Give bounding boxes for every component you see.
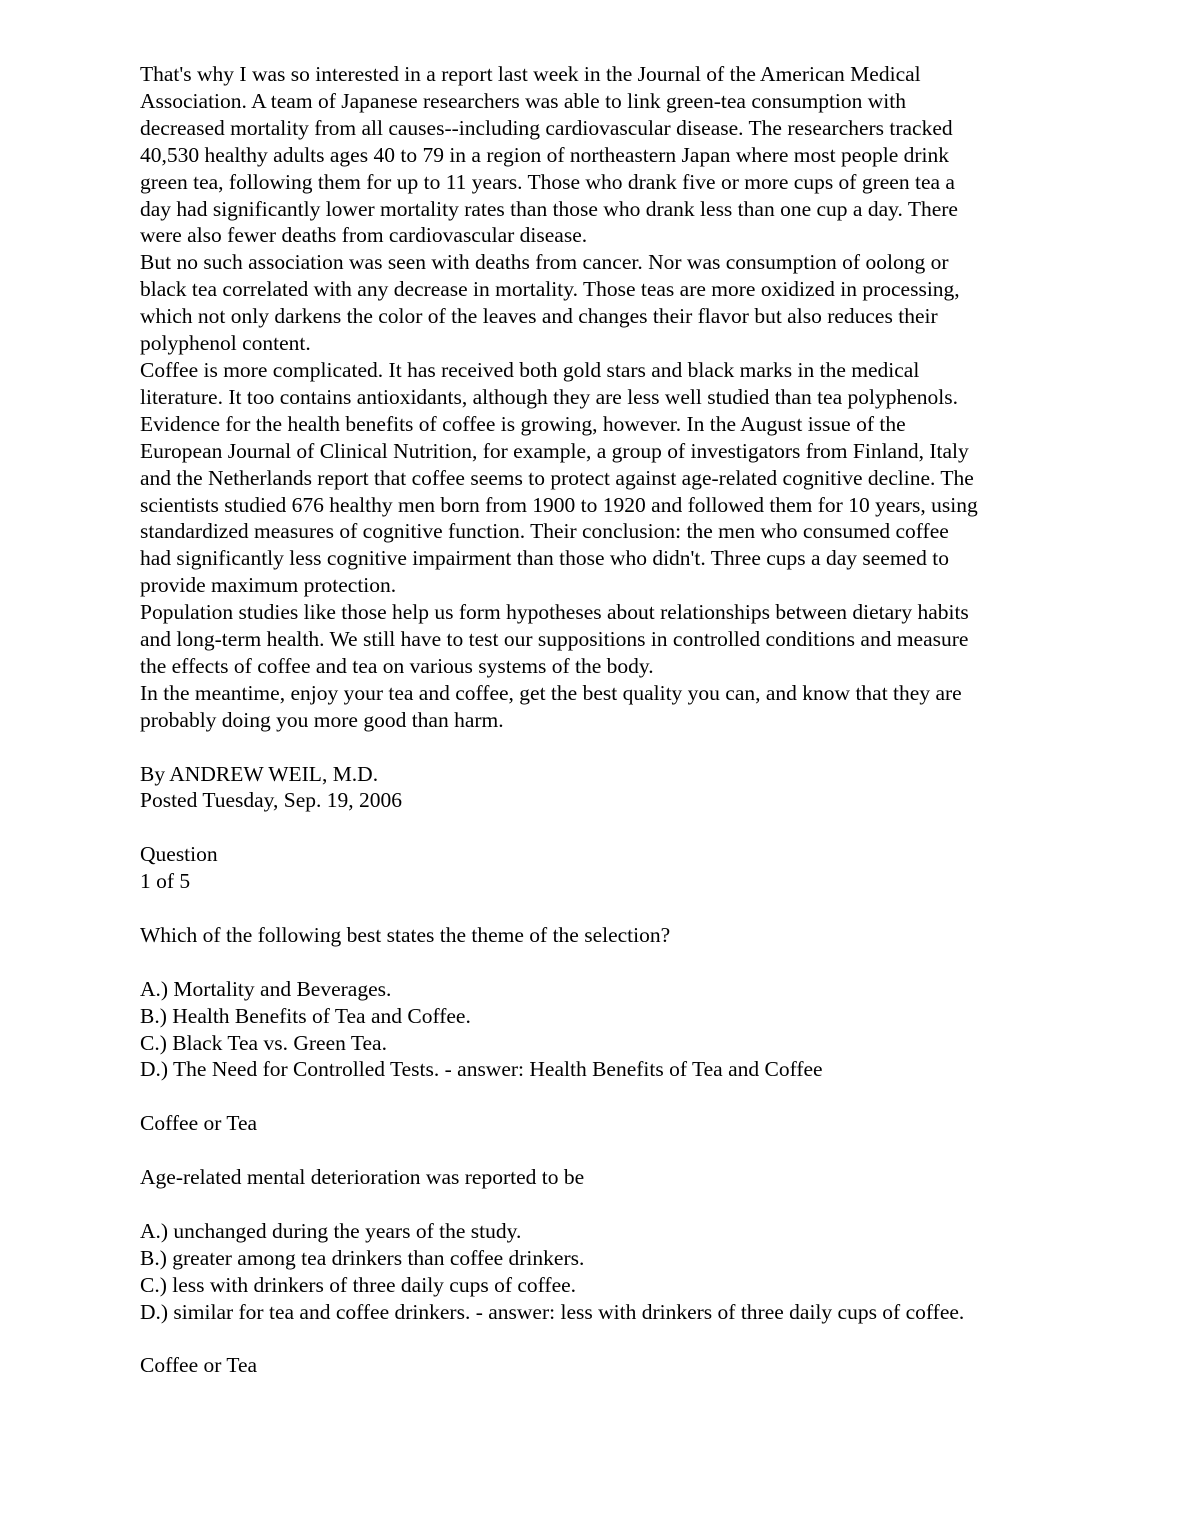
question-prompt: Age-related mental deterioration was reported to be	[140, 1165, 585, 1190]
answer-option: D.) similar for tea and coffee drinkers. - answer: less with drinkers of three daily cups of coffee.	[140, 1299, 965, 1324]
question-label: Question	[140, 842, 218, 867]
question-prompt: Which of the following best states the theme of the selection?	[140, 922, 671, 947]
blank-line	[140, 734, 1060, 761]
text-line: That's why I was so interested in a report last week in the Journal of the American Medical	[140, 62, 921, 86]
posted-date: Posted Tuesday, Sep. 19, 2006	[140, 788, 403, 813]
text-line: which not only darkens the color of the leaves and changes their flavor but also reduces their	[140, 304, 938, 329]
text-line: Association. A team of Japanese researchers was able to link green-tea consumption with	[140, 88, 907, 113]
text-line: probably doing you more good than harm.	[140, 707, 504, 732]
answer-option: A.) Mortality and Beverages.	[140, 976, 392, 1001]
text-line: Coffee is more complicated. It has received both gold stars and black marks in the medical	[140, 357, 920, 382]
text-line: decreased mortality from all causes--including cardiovascular disease. The researchers tracked	[140, 115, 953, 140]
article-paragraph	[140, 61, 1060, 249]
article-paragraph	[140, 599, 1060, 680]
answer-option: A.) unchanged during the years of the study.	[140, 1218, 522, 1243]
question-source: Coffee or Tea	[140, 1353, 258, 1378]
byline: By ANDREW WEIL, M.D.	[140, 761, 379, 786]
text-line: Evidence for the health benefits of coffee is growing, however. In the August issue of the	[140, 411, 906, 436]
blank-line	[140, 1083, 1060, 1110]
article-paragraph	[140, 249, 1060, 357]
question-counter: 1 of 5	[140, 869, 191, 894]
text-line: day had significantly lower mortality rates than those who drank less than one cup a day. There	[140, 196, 958, 221]
text-line: provide maximum protection.	[140, 573, 397, 598]
document-page	[140, 61, 1060, 1379]
answer-option: C.) less with drinkers of three daily cups of coffee.	[140, 1272, 577, 1297]
text-line: scientists studied 676 healthy men born from 1900 to 1920 and followed them for 10 years, using	[140, 492, 978, 517]
text-line: were also fewer deaths from cardiovascular disease.	[140, 223, 588, 248]
text-line: green tea, following them for up to 11 years. Those who drank five or more cups of green tea a	[140, 169, 955, 194]
text-line: and the Netherlands report that coffee seems to protect against age-related cognitive decline. The	[140, 465, 974, 490]
text-line: 40,530 healthy adults ages 40 to 79 in a region of northeastern Japan where most people drink	[140, 142, 950, 167]
text-line: black tea correlated with any decrease in mortality. Those teas are more oxidized in processing,	[140, 277, 960, 302]
answer-option: B.) greater among tea drinkers than coffee drinkers.	[140, 1245, 585, 1270]
answer-option: C.) Black Tea vs. Green Tea.	[140, 1030, 387, 1055]
blank-line	[140, 814, 1060, 841]
text-line: standardized measures of cognitive function. Their conclusion: the men who consumed coffee	[140, 519, 949, 544]
text-line: But no such association was seen with deaths from cancer. Nor was consumption of oolong or	[140, 250, 949, 275]
article-paragraph	[140, 357, 1060, 599]
text-line: In the meantime, enjoy your tea and coffee, get the best quality you can, and know that they are	[140, 680, 962, 705]
text-line: and long-term health. We still have to test our suppositions in controlled conditions and measure	[140, 627, 969, 652]
blank-line	[140, 1137, 1060, 1164]
answer-option: B.) Health Benefits of Tea and Coffee.	[140, 1003, 471, 1028]
article-paragraph	[140, 680, 1060, 734]
blank-line	[140, 949, 1060, 976]
question-block	[140, 922, 1060, 1137]
question-block	[140, 1164, 1060, 1379]
text-line: Population studies like those help us form hypotheses about relationships between dietary habits	[140, 600, 969, 625]
text-line: literature. It too contains antioxidants, although they are less well studied than tea polyphenols.	[140, 384, 958, 409]
blank-line	[140, 895, 1060, 922]
text-line: had significantly less cognitive impairment than those who didn't. Three cups a day seemed to	[140, 546, 949, 571]
blank-line	[140, 1325, 1060, 1352]
question-source: Coffee or Tea	[140, 1111, 258, 1136]
text-line: the effects of coffee and tea on various systems of the body.	[140, 653, 654, 678]
answer-option: D.) The Need for Controlled Tests. - answer: Health Benefits of Tea and Coffee	[140, 1057, 823, 1082]
text-line: European Journal of Clinical Nutrition, for example, a group of investigators from Finland, Italy	[140, 438, 969, 463]
blank-line	[140, 1191, 1060, 1218]
text-line: polyphenol content.	[140, 331, 311, 356]
